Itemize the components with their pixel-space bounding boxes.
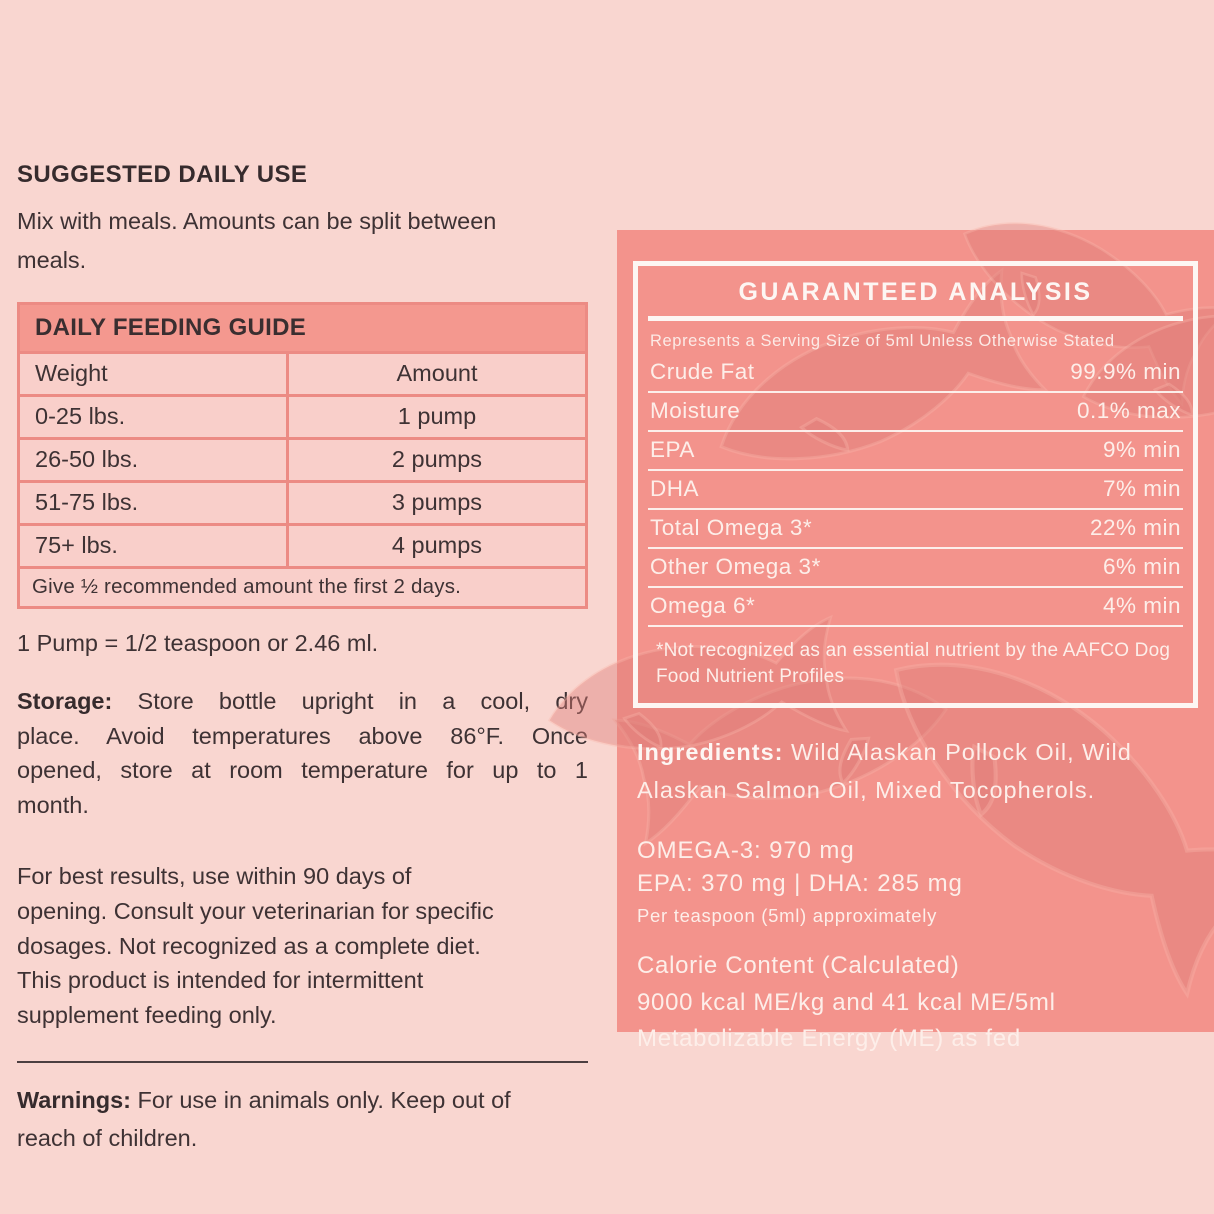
analysis-row (648, 588, 1183, 627)
weight-cell: 75+ lbs. (20, 526, 289, 566)
nutrient-value: 0.1% max (1076, 398, 1181, 423)
warnings-line: Warnings: For use in animals only. Keep out of (17, 1087, 511, 1114)
nutrient-label: EPA (650, 437, 695, 462)
nutrient-value: 9% min (1102, 437, 1181, 462)
amount-cell: 4 pumps (391, 532, 483, 558)
calorie-basis: Metabolizable Energy (ME) as fed (637, 1025, 1021, 1052)
analysis-panel (617, 230, 1214, 1052)
nutrient-label: Total Omega 3* (650, 515, 813, 540)
analysis-row (648, 393, 1183, 432)
storage-line: month. (17, 791, 89, 818)
suggested-daily-use-title: SUGGESTED DAILY USE (17, 161, 308, 188)
nutrient-label: Crude Fat (650, 359, 755, 384)
nutrient-value: 99.9% min (1070, 359, 1181, 384)
nutrient-value: 4% min (1102, 593, 1181, 618)
table-row (20, 394, 585, 437)
amount-cell: 2 pumps (391, 446, 483, 472)
ingredients-line: Ingredients: Wild Alaskan Pollock Oil, Wild (637, 739, 1132, 765)
weight-cell: 26-50 lbs. (20, 440, 289, 480)
amount-cell: 3 pumps (391, 489, 483, 515)
analysis-row (648, 354, 1183, 393)
best-results-line: This product is intended for intermittent (17, 967, 424, 994)
calorie-values: 9000 kcal ME/kg and 41 kcal ME/5ml (637, 988, 1056, 1016)
analysis-row (648, 510, 1183, 549)
ingredients-paragraph (637, 733, 1214, 809)
intro-line: meals. (17, 246, 87, 273)
guaranteed-analysis-box (633, 261, 1198, 708)
analysis-row (648, 549, 1183, 588)
analysis-row (648, 471, 1183, 510)
usage-column (17, 0, 588, 1157)
calorie-content-block (637, 948, 1214, 1058)
nutrient-label: Other Omega 3* (650, 554, 821, 579)
intro-line: Mix with meals. Amounts can be split between (17, 208, 497, 234)
best-results-line: opening. Consult your veterinarian for specific (17, 897, 494, 924)
nutrient-label: Moisture (650, 398, 741, 423)
aafco-footnote: *Not recognized as an essential nutrient by the AAFCO Dog Food Nutrient Profiles (656, 640, 1171, 687)
ingredients-line: Alaskan Salmon Oil, Mixed Tocopherols. (637, 777, 1096, 803)
best-results-line: For best results, use within 90 days of (17, 863, 412, 890)
table-row (20, 523, 585, 566)
storage-line: opened, store at room temperature for up to 1 (17, 757, 588, 784)
guaranteed-analysis-title: GUARANTEED ANALYSIS (738, 278, 1093, 306)
warnings-label: Warnings: (17, 1087, 132, 1114)
feeding-guide-note: Give ½ recommended amount the first 2 days. (20, 566, 585, 606)
nutrient-label: DHA (650, 476, 700, 501)
storage-line: Storage: Store bottle upright in a cool, dry (17, 688, 588, 714)
feeding-guide-title: DAILY FEEDING GUIDE (20, 305, 585, 351)
serving-size-note: Represents a Serving Size of 5ml Unless Otherwise Stated (650, 332, 1115, 350)
nutrient-label: Omega 6* (650, 593, 756, 618)
warnings-line: reach of children. (17, 1125, 198, 1152)
intro-text (17, 202, 588, 279)
table-row (20, 437, 585, 480)
epa-dha-values: EPA: 370 mg | DHA: 285 mg (637, 870, 963, 897)
amount-cell: 1 pump (397, 403, 477, 429)
omega-content-block (637, 834, 1214, 900)
warnings-paragraph (17, 1081, 588, 1157)
column-header-amount: Amount (396, 360, 478, 386)
table-row (20, 480, 585, 523)
nutrient-value: 7% min (1102, 476, 1181, 501)
omega3-total: OMEGA-3: 970 mg (637, 837, 855, 864)
best-results-line: dosages. Not recognized as a complete diet. (17, 932, 481, 959)
pump-conversion-note: 1 Pump = 1/2 teaspoon or 2.46 ml. (17, 630, 379, 656)
feeding-guide-table (17, 302, 588, 609)
feeding-guide-header-row (20, 351, 585, 394)
storage-label: Storage: (17, 688, 113, 714)
nutrient-value: 22% min (1089, 515, 1181, 540)
analysis-row (648, 432, 1183, 471)
column-header-weight: Weight (20, 354, 289, 394)
storage-line: place. Avoid temperatures above 86°F. Once (17, 722, 588, 749)
best-results-paragraph (17, 859, 588, 1032)
weight-cell: 0-25 lbs. (20, 397, 289, 437)
best-results-line: supplement feeding only. (17, 1001, 277, 1028)
storage-paragraph (17, 684, 588, 822)
calorie-heading: Calorie Content (Calculated) (637, 952, 960, 979)
ingredients-label: Ingredients: (637, 739, 784, 765)
nutrient-value: 6% min (1102, 554, 1181, 579)
weight-cell: 51-75 lbs. (20, 483, 289, 523)
per-teaspoon-note: Per teaspoon (5ml) approximately (637, 905, 938, 926)
divider-line (17, 1061, 588, 1063)
